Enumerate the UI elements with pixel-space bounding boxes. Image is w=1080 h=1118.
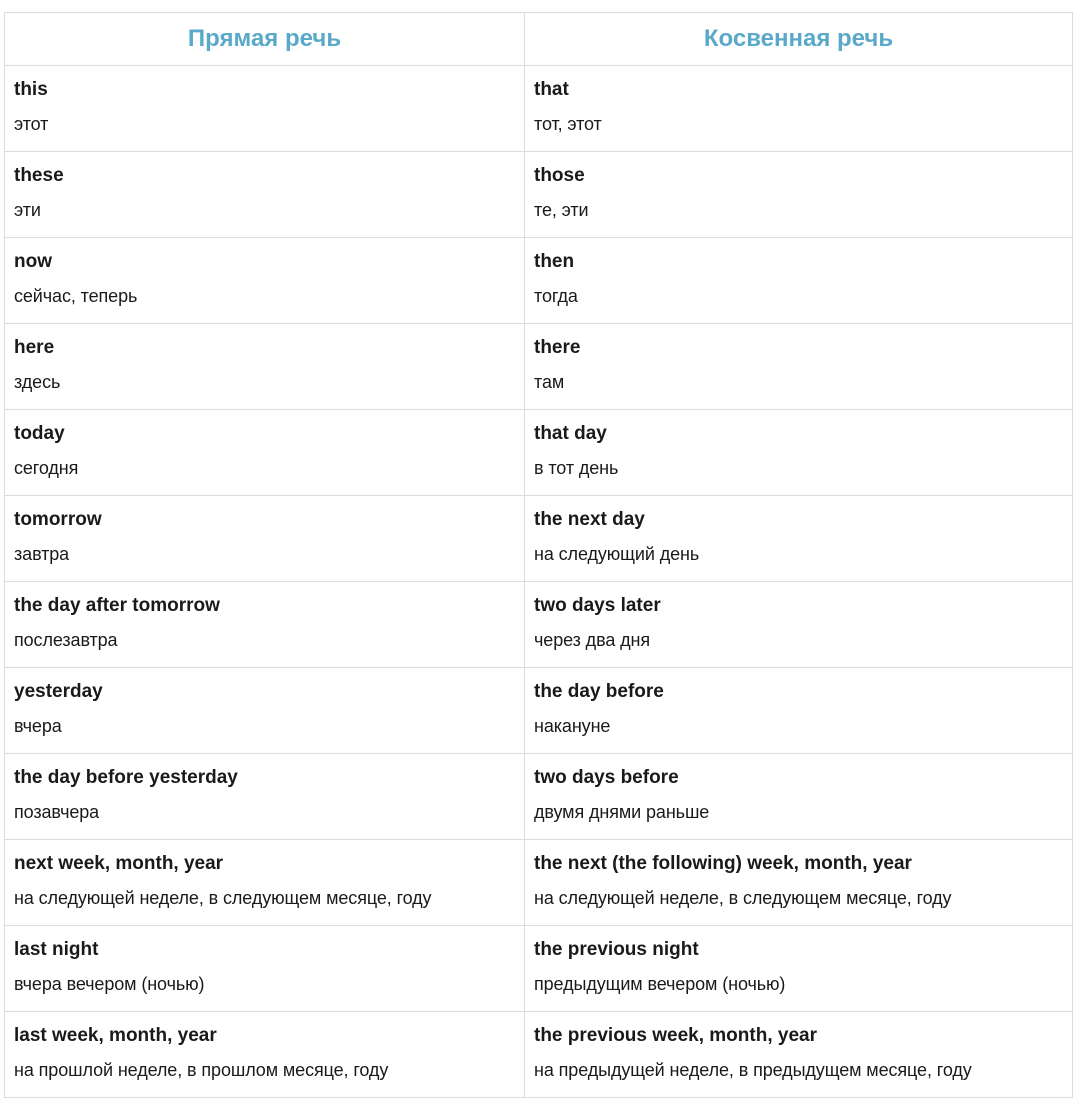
direct-english-phrase: the day before yesterday bbox=[14, 767, 238, 788]
table-row bbox=[5, 840, 1073, 926]
direct-english-phrase: here bbox=[14, 337, 55, 358]
direct-russian-translation: вчера bbox=[14, 716, 62, 736]
indirect-speech-cell bbox=[525, 66, 1073, 152]
direct-russian-translation: сегодня bbox=[14, 458, 79, 478]
direct-speech-cell bbox=[5, 754, 525, 840]
direct-speech-cell bbox=[5, 1012, 525, 1098]
direct-russian-translation: эти bbox=[14, 200, 41, 220]
indirect-russian-translation: на следующей неделе, в следующем месяце, году bbox=[534, 888, 952, 908]
indirect-speech-cell bbox=[525, 496, 1073, 582]
indirect-english-phrase: two days later bbox=[534, 595, 661, 616]
indirect-english-phrase: the previous week, month, year bbox=[534, 1025, 817, 1046]
table-row bbox=[5, 1012, 1073, 1098]
table-row bbox=[5, 668, 1073, 754]
table-row bbox=[5, 324, 1073, 410]
indirect-russian-translation: на предыдущей неделе, в предыдущем месяце, году bbox=[534, 1060, 972, 1080]
table-row bbox=[5, 582, 1073, 668]
indirect-english-phrase: those bbox=[534, 165, 585, 186]
direct-speech-cell bbox=[5, 66, 525, 152]
direct-english-phrase: last night bbox=[14, 939, 99, 960]
indirect-english-phrase: then bbox=[534, 251, 575, 272]
speech-table-container bbox=[4, 12, 1072, 1098]
direct-english-phrase: now bbox=[14, 251, 52, 272]
indirect-speech-cell bbox=[525, 152, 1073, 238]
direct-russian-translation: завтра bbox=[14, 544, 70, 564]
table-row bbox=[5, 238, 1073, 324]
direct-english-phrase: these bbox=[14, 165, 64, 186]
indirect-english-phrase: there bbox=[534, 337, 581, 358]
direct-speech-cell bbox=[5, 496, 525, 582]
direct-russian-translation: позавчера bbox=[14, 802, 100, 822]
indirect-russian-translation: те, эти bbox=[534, 200, 589, 220]
direct-russian-translation: вчера вечером (ночью) bbox=[14, 974, 205, 994]
indirect-english-phrase: two days before bbox=[534, 767, 679, 788]
direct-speech-cell bbox=[5, 840, 525, 926]
direct-english-phrase: the day after tomorrow bbox=[14, 595, 220, 616]
indirect-english-phrase: the next day bbox=[534, 509, 645, 530]
indirect-russian-translation: в тот день bbox=[534, 458, 619, 478]
indirect-speech-cell bbox=[525, 668, 1073, 754]
direct-russian-translation: на прошлой неделе, в прошлом месяце, году bbox=[14, 1060, 389, 1080]
direct-speech-cell bbox=[5, 410, 525, 496]
direct-english-phrase: next week, month, year bbox=[14, 853, 224, 874]
direct-english-phrase: tomorrow bbox=[14, 509, 102, 530]
indirect-russian-translation: тогда bbox=[534, 286, 578, 306]
indirect-russian-translation: двумя днями раньше bbox=[534, 802, 710, 822]
indirect-english-phrase: that day bbox=[534, 423, 607, 444]
direct-russian-translation: сейчас, теперь bbox=[14, 286, 138, 306]
indirect-russian-translation: накануне bbox=[534, 716, 611, 736]
direct-indirect-speech-table bbox=[4, 12, 1073, 1098]
direct-english-phrase: today bbox=[14, 423, 65, 444]
direct-speech-cell bbox=[5, 668, 525, 754]
table-body bbox=[5, 66, 1073, 1098]
direct-speech-cell bbox=[5, 324, 525, 410]
table-row bbox=[5, 66, 1073, 152]
table-row bbox=[5, 926, 1073, 1012]
header-direct-speech: Прямая речь bbox=[5, 13, 525, 66]
indirect-speech-cell bbox=[525, 410, 1073, 496]
indirect-speech-cell bbox=[525, 926, 1073, 1012]
direct-speech-cell bbox=[5, 582, 525, 668]
direct-english-phrase: this bbox=[14, 79, 48, 100]
direct-russian-translation: на следующей неделе, в следующем месяце, году bbox=[14, 888, 432, 908]
indirect-speech-cell bbox=[525, 582, 1073, 668]
table-row bbox=[5, 410, 1073, 496]
indirect-russian-translation: там bbox=[534, 372, 565, 392]
indirect-russian-translation: через два дня bbox=[534, 630, 651, 650]
table-row bbox=[5, 496, 1073, 582]
direct-english-phrase: yesterday bbox=[14, 681, 103, 702]
indirect-speech-cell bbox=[525, 324, 1073, 410]
direct-speech-cell bbox=[5, 152, 525, 238]
table-row bbox=[5, 152, 1073, 238]
indirect-russian-translation: предыдущим вечером (ночью) bbox=[534, 974, 786, 994]
direct-speech-cell bbox=[5, 926, 525, 1012]
indirect-english-phrase: the previous night bbox=[534, 939, 699, 960]
table-header-row bbox=[5, 13, 1073, 66]
indirect-speech-cell bbox=[525, 238, 1073, 324]
indirect-english-phrase: that bbox=[534, 79, 569, 100]
indirect-speech-cell bbox=[525, 840, 1073, 926]
direct-russian-translation: этот bbox=[14, 114, 49, 134]
direct-speech-cell bbox=[5, 238, 525, 324]
indirect-speech-cell bbox=[525, 754, 1073, 840]
indirect-speech-cell bbox=[525, 1012, 1073, 1098]
table-row bbox=[5, 754, 1073, 840]
indirect-russian-translation: тот, этот bbox=[534, 114, 602, 134]
direct-russian-translation: послезавтра bbox=[14, 630, 118, 650]
header-indirect-speech: Косвенная речь bbox=[525, 13, 1073, 66]
indirect-english-phrase: the day before bbox=[534, 681, 664, 702]
direct-russian-translation: здесь bbox=[14, 372, 61, 392]
direct-english-phrase: last week, month, year bbox=[14, 1025, 217, 1046]
indirect-english-phrase: the next (the following) week, month, year bbox=[534, 853, 912, 874]
indirect-russian-translation: на следующий день bbox=[534, 544, 700, 564]
